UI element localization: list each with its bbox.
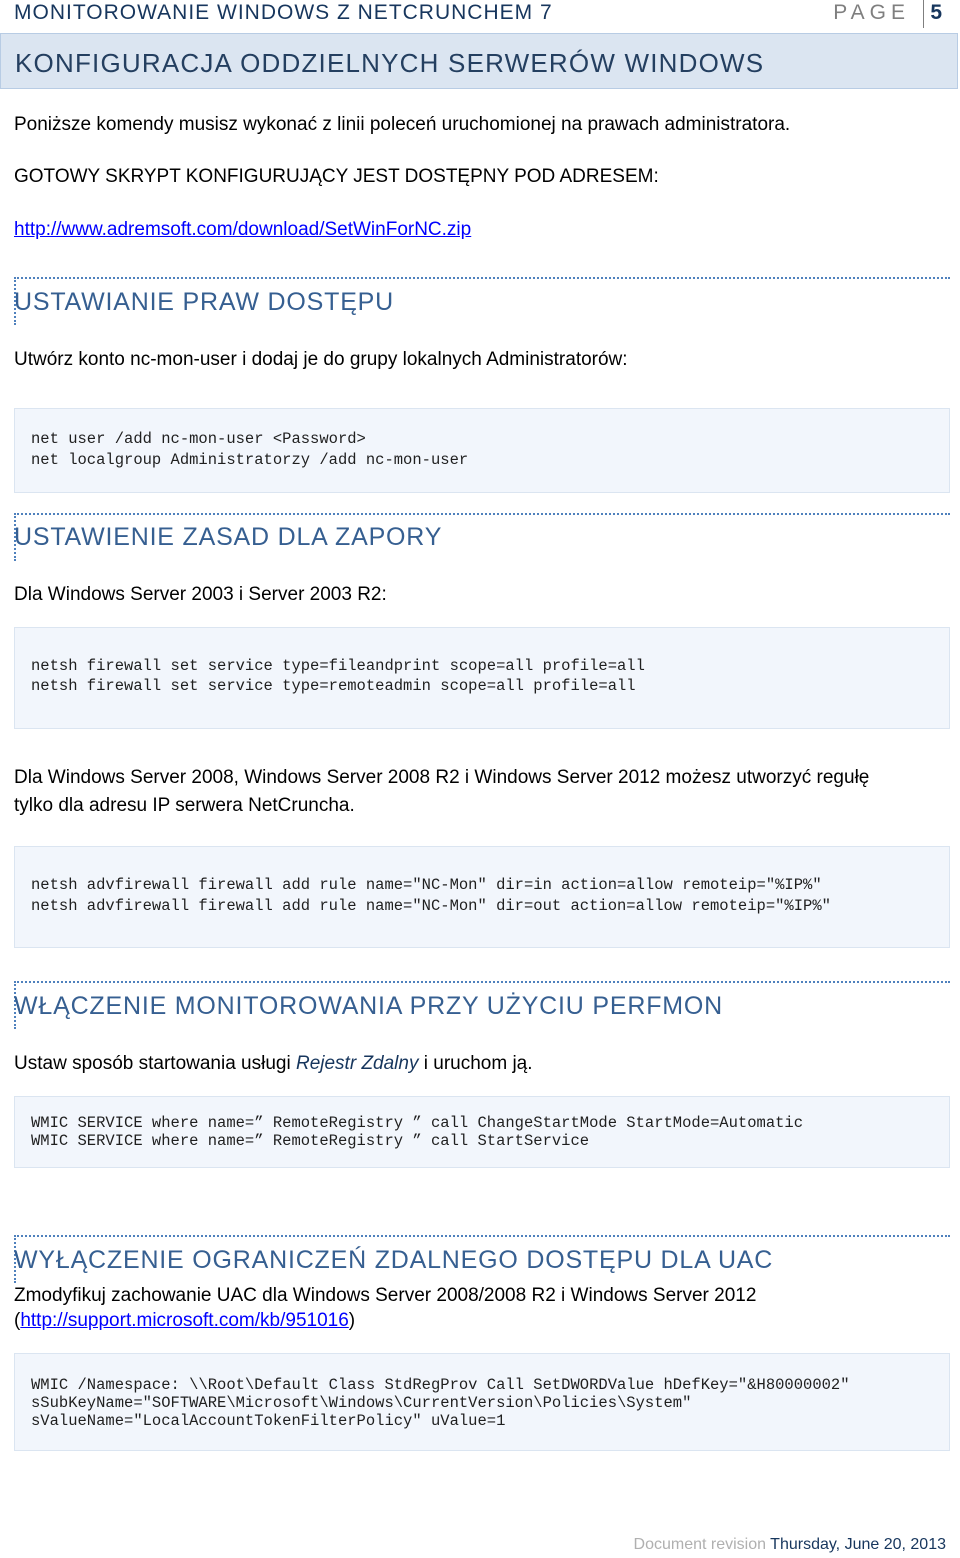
code-block-firewall-2003 [14, 627, 950, 729]
code-line: WMIC SERVICE where name=” RemoteRegistry ” call StartService [31, 1132, 590, 1150]
code-line: netsh advfirewall firewall add rule name="NC-Mon" dir=in action=allow remoteip="%IP%" [31, 876, 822, 894]
code-line: sValueName="LocalAccountTokenFilterPolicy" uValue=1 [31, 1412, 506, 1430]
uac-text-line1: Zmodyfikuj zachowanie UAC dla Windows Server 2008/2008 R2 i Windows Server 2012 [14, 1285, 757, 1306]
firewall-text-2003: Dla Windows Server 2003 i Server 2003 R2: [14, 584, 387, 605]
main-section-heading [0, 33, 958, 89]
uac-paren-close: ) [348, 1310, 356, 1331]
code-line: netsh firewall set service type=remoteadmin scope=all profile=all [31, 677, 636, 695]
section-access-title: USTAWIANIE PRAW DOSTĘPU [14, 288, 394, 316]
code-line: netsh advfirewall firewall add rule name="NC-Mon" dir=out action=allow remoteip="%IP%" [31, 897, 831, 915]
code-line: sSubKeyName="SOFTWARE\Microsoft\Windows\CurrentVersion\Policies\System" [31, 1394, 692, 1412]
section-access-divider [14, 277, 950, 279]
perfmon-service-name: Rejestr Zdalny [295, 1053, 419, 1074]
footer-label: Document revision [633, 1536, 771, 1553]
perfmon-text [14, 1050, 533, 1078]
script-note: GOTOWY SKRYPT KONFIGURUJĄCY JEST DOSTĘPNY POD ADRESEM: [14, 166, 659, 187]
section-access-text: Utwórz konto nc-mon-user i dodaj je do grupy lokalnych Administratorów: [14, 349, 628, 370]
perfmon-text-before: Ustaw sposób startowania usługi [14, 1053, 296, 1074]
code-line: net localgroup Administratorzy /add nc-mon-user [31, 451, 469, 469]
code-block-access [14, 408, 950, 493]
code-line: WMIC SERVICE where name=” RemoteRegistry ” call ChangeStartMode StartMode=Automatic [31, 1114, 804, 1132]
uac-text-line2 [14, 1307, 355, 1335]
page-number: 5 [930, 1, 942, 24]
footer-date: Thursday, June 20, 2013 [770, 1536, 946, 1553]
script-download-link[interactable]: http://www.adremsoft.com/download/SetWinForNC.zip [14, 219, 472, 240]
section-firewall-title: USTAWIENIE ZASAD DLA ZAPORY [14, 523, 443, 551]
perfmon-text-after: i uruchom ją. [418, 1053, 533, 1074]
code-block-perfmon [14, 1096, 950, 1168]
code-line: WMIC /Namespace: \\Root\Default Class StdRegProv Call SetDWORDValue hDefKey="&H80000002" [31, 1376, 850, 1394]
code-line: netsh firewall set service type=fileandprint scope=all profile=all [31, 657, 645, 675]
running-header-title: MONITOROWANIE WINDOWS Z NETCRUNCHEM 7 [14, 1, 553, 24]
section-uac-divider [14, 1235, 950, 1237]
firewall-text-2008-line2: tylko dla adresu IP serwera NetCruncha. [14, 795, 355, 816]
uac-kb-link[interactable]: http://support.microsoft.com/kb/951016 [20, 1310, 349, 1331]
code-block-uac [14, 1353, 950, 1451]
code-line: net user /add nc-mon-user <Password> [31, 430, 366, 448]
main-section-title: KONFIGURACJA ODDZIELNYCH SERWERÓW WINDOWS [15, 48, 765, 78]
section-perfmon-divider [14, 981, 950, 983]
document-revision-footer [634, 1534, 946, 1556]
code-block-firewall-2008 [14, 846, 950, 948]
header-separator [923, 0, 924, 28]
section-firewall-divider [14, 513, 950, 515]
section-perfmon-title: WŁĄCZENIE MONITOROWANIA PRZY UŻYCIU PERFMON [14, 992, 723, 1020]
uac-paren-open: ( [14, 1310, 21, 1331]
firewall-text-2008-line1: Dla Windows Server 2008, Windows Server 2008 R2 i Windows Server 2012 możesz utworzyć regułę [14, 767, 870, 788]
intro-text: Poniższe komendy musisz wykonać z linii poleceń uruchomionej na prawach administratora. [14, 114, 791, 135]
section-uac-title: WYŁĄCZENIE OGRANICZEŃ ZDALNEGO DOSTĘPU DLA UAC [14, 1246, 774, 1274]
page-label: PAGE [833, 1, 910, 24]
